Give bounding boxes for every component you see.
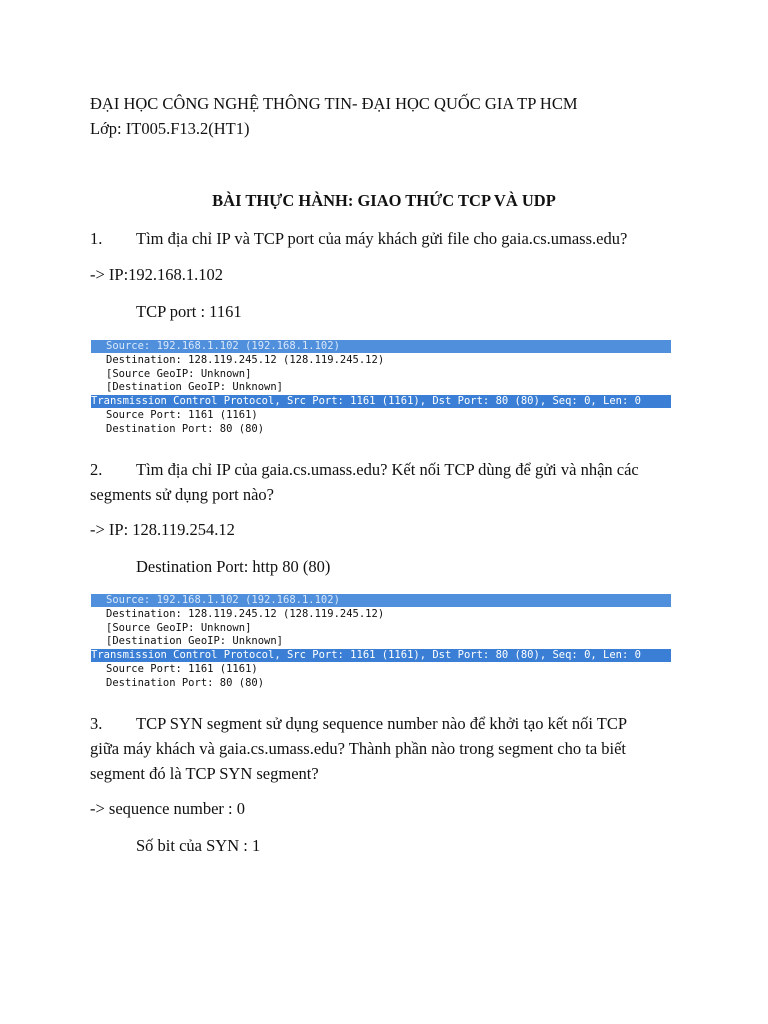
capture-tcp-summary-row: Transmission Control Protocol, Src Port: 1161 (1161), Dst Port: 80 (80), Seq: 0, Len: 0 <box>91 649 671 662</box>
q3-question-line3: segment đó là TCP SYN segment? <box>90 764 319 783</box>
q1-question: Tìm địa chỉ IP và TCP port của máy khách gửi file cho gaia.cs.umass.edu? <box>136 229 628 248</box>
university-header: ĐẠI HỌC CÔNG NGHỆ THÔNG TIN- ĐẠI HỌC QUỐC GIA TP HCM <box>90 94 578 113</box>
capture-destination-geoip-row: [Destination GeoIP: Unknown] <box>106 381 284 394</box>
capture-source-geoip-row: [Source GeoIP: Unknown] <box>106 621 252 634</box>
capture-destination-port-row: Destination Port: 80 (80) <box>106 422 265 435</box>
packet-capture-screenshot-2 <box>91 594 671 689</box>
q3-number: 3. <box>90 714 103 733</box>
capture-destination-port-row: Destination Port: 80 (80) <box>106 676 265 689</box>
q3-answer-syn: Số bit của SYN : 1 <box>136 836 261 855</box>
q2-question-line2: segments sử dụng port nào? <box>90 485 274 504</box>
capture-source-row: Source: 192.168.1.102 (192.168.1.102) <box>91 340 671 353</box>
q3-question-line2: giữa máy khách và gaia.cs.umass.edu? Thành phần nào trong segment cho ta biết <box>90 739 627 758</box>
q2-question-line1: Tìm địa chỉ IP của gaia.cs.umass.edu? Kết nối TCP dùng để gửi và nhận các <box>136 460 639 479</box>
q1-answer-ip: -> IP:192.168.1.102 <box>90 265 224 284</box>
capture-source-port-row: Source Port: 1161 (1161) <box>106 663 258 675</box>
capture-source-geoip-row: [Source GeoIP: Unknown] <box>106 367 252 380</box>
capture-source-port-row: Source Port: 1161 (1161) <box>106 409 258 421</box>
capture-destination-row: Destination: 128.119.245.12 (128.119.245.12) <box>106 607 385 620</box>
q1-number: 1. <box>90 229 103 248</box>
capture-source-row: Source: 192.168.1.102 (192.168.1.102) <box>91 594 671 607</box>
capture-destination-geoip-row: [Destination GeoIP: Unknown] <box>106 635 284 648</box>
page-title: BÀI THỰC HÀNH: GIAO THỨC TCP VÀ UDP <box>212 191 556 210</box>
q2-number: 2. <box>90 460 103 479</box>
q3-answer-seq: -> sequence number : 0 <box>90 799 246 818</box>
q2-answer-port: Destination Port: http 80 (80) <box>136 557 331 576</box>
q3-question-line1: TCP SYN segment sử dụng sequence number nào để khởi tạo kết nối TCP <box>136 714 628 733</box>
capture-tcp-summary-row: Transmission Control Protocol, Src Port: 1161 (1161), Dst Port: 80 (80), Seq: 0, Len: 0 <box>91 395 671 408</box>
packet-capture-screenshot-1 <box>91 340 671 435</box>
q1-answer-port: TCP port : 1161 <box>136 302 242 321</box>
q2-answer-ip: -> IP: 128.119.254.12 <box>90 520 235 539</box>
capture-destination-row: Destination: 128.119.245.12 (128.119.245.12) <box>106 353 385 366</box>
class-line: Lớp: IT005.F13.2(HT1) <box>90 119 250 138</box>
